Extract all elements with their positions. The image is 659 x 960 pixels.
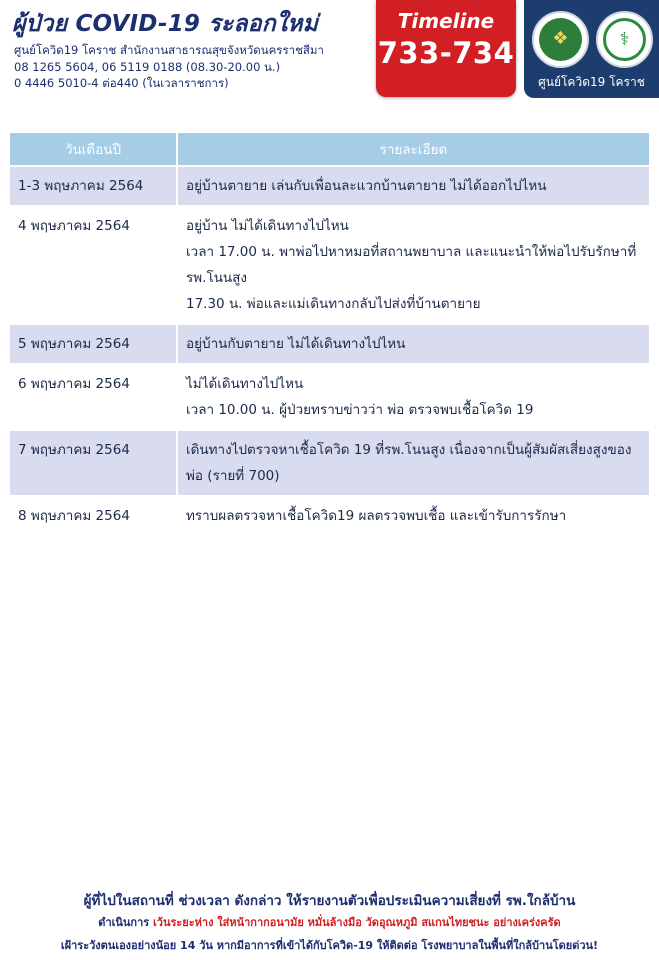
column-header-date: วันเดือนปี <box>10 133 177 166</box>
office-phone-line: 0 4446 5010-4 ต่อ440 (ในเวลาราชการ) <box>14 76 229 90</box>
table-row <box>10 206 649 324</box>
org-name: ศูนย์โควิด19 โคราช สำนักงานสาธารณสุขจังหวัดนครราชสีมา <box>14 43 324 57</box>
detail-line: ไม่ได้เดินทางไปไหน <box>186 376 304 392</box>
timeline-table <box>10 133 649 535</box>
detail-line: ทราบผลตรวจหาเชื้อโควิด19 ผลตรวจพบเชื้อ และเข้ารับการรักษา <box>186 508 567 524</box>
phone-line: 08 1265 5604, 06 5119 0188 (08.30-20.00 น.) <box>14 60 281 74</box>
provincial-seal-icon: ❖ <box>532 11 589 68</box>
detail-line: เวลา 10.00 น. ผู้ป่วยทราบข่าวว่า พ่อ ตรวจพบเชื้อโควิด 19 <box>186 402 534 418</box>
table-row <box>10 166 649 206</box>
row-details <box>177 324 649 364</box>
detail-line: 17.30 น. พ่อและแม่เดินทางกลับไปส่งที่บ้านตายาย <box>186 296 481 312</box>
row-details <box>177 430 649 496</box>
table-row <box>10 430 649 496</box>
detail-line: อยู่บ้านตายาย เล่นกับเพื่อนละแวกบ้านตายาย ไม่ได้ออกไปไหน <box>186 178 547 194</box>
table-header-row <box>10 133 649 166</box>
row-details <box>177 364 649 430</box>
timeline-range: 733-734 <box>377 36 515 70</box>
detail-line: อยู่บ้านกับตายาย ไม่ได้เดินทางไปไหน <box>186 336 406 352</box>
footer-notice: ผู้ที่ไปในสถานที่ ช่วงเวลา ดังกล่าว ให้รายงานตัวเพื่อประเมินความเสี่ยงที่ รพ.ใกล้บ้าน <box>83 893 576 909</box>
detail-line: เวลา 17.00 น. พาพ่อไปหาหมอที่สถานพยาบาล และแนะนำให้พ่อไปรับรักษาที่ รพ.โนนสูง <box>186 244 637 286</box>
row-date: 4 พฤษภาคม 2564 <box>10 206 177 324</box>
row-date: 6 พฤษภาคม 2564 <box>10 364 177 430</box>
footer-warning: เฝ้าระวังตนเองอย่างน้อย 14 วัน หากมีอาการที่เข้าได้กับโควิด-19 ให้ติดต่อ โรงพยาบาลในพื้นที่ใกล้บ้านโดยด่วน! <box>60 939 599 952</box>
footer-instructions-highlight: เว้นระยะห่าง ใส่หน้ากากอนามัย หมั่นล้างมือ วัดอุณหภูมิ สแกนไทยชนะ อย่างเคร่งครัด <box>153 916 561 929</box>
row-details <box>177 166 649 206</box>
row-date: 8 พฤษภาคม 2564 <box>10 496 177 535</box>
footer-instructions-prefix: ดำเนินการ <box>98 916 150 929</box>
table-row <box>10 324 649 364</box>
footer-instructions <box>0 913 659 931</box>
column-header-details: รายละเอียด <box>177 133 649 166</box>
detail-line: อยู่บ้าน ไม่ได้เดินทางไปไหน <box>186 218 349 234</box>
detail-line: เดินทางไปตรวจหาเชื้อโควิด 19 ที่รพ.โนนสูง เนื่องจากเป็นผู้สัมผัสเสี่ยงสูงของพ่อ (รายที่ 700) <box>186 442 632 484</box>
row-date: 7 พฤษภาคม 2564 <box>10 430 177 496</box>
page-title: ผู้ป่วย COVID-19 ระลอกใหม่ <box>12 11 319 37</box>
ministry-public-health-icon: ⚕ <box>596 11 653 68</box>
row-date: 1-3 พฤษภาคม 2564 <box>10 166 177 206</box>
table-row <box>10 364 649 430</box>
timeline-badge <box>376 0 516 97</box>
logo-panel <box>524 0 659 98</box>
row-details <box>177 496 649 535</box>
row-date: 5 พฤษภาคม 2564 <box>10 324 177 364</box>
row-details <box>177 206 649 324</box>
timeline-label: Timeline <box>397 9 495 33</box>
logo-caption: ศูนย์โควิด19 โคราช <box>538 75 645 89</box>
table-row <box>10 496 649 535</box>
